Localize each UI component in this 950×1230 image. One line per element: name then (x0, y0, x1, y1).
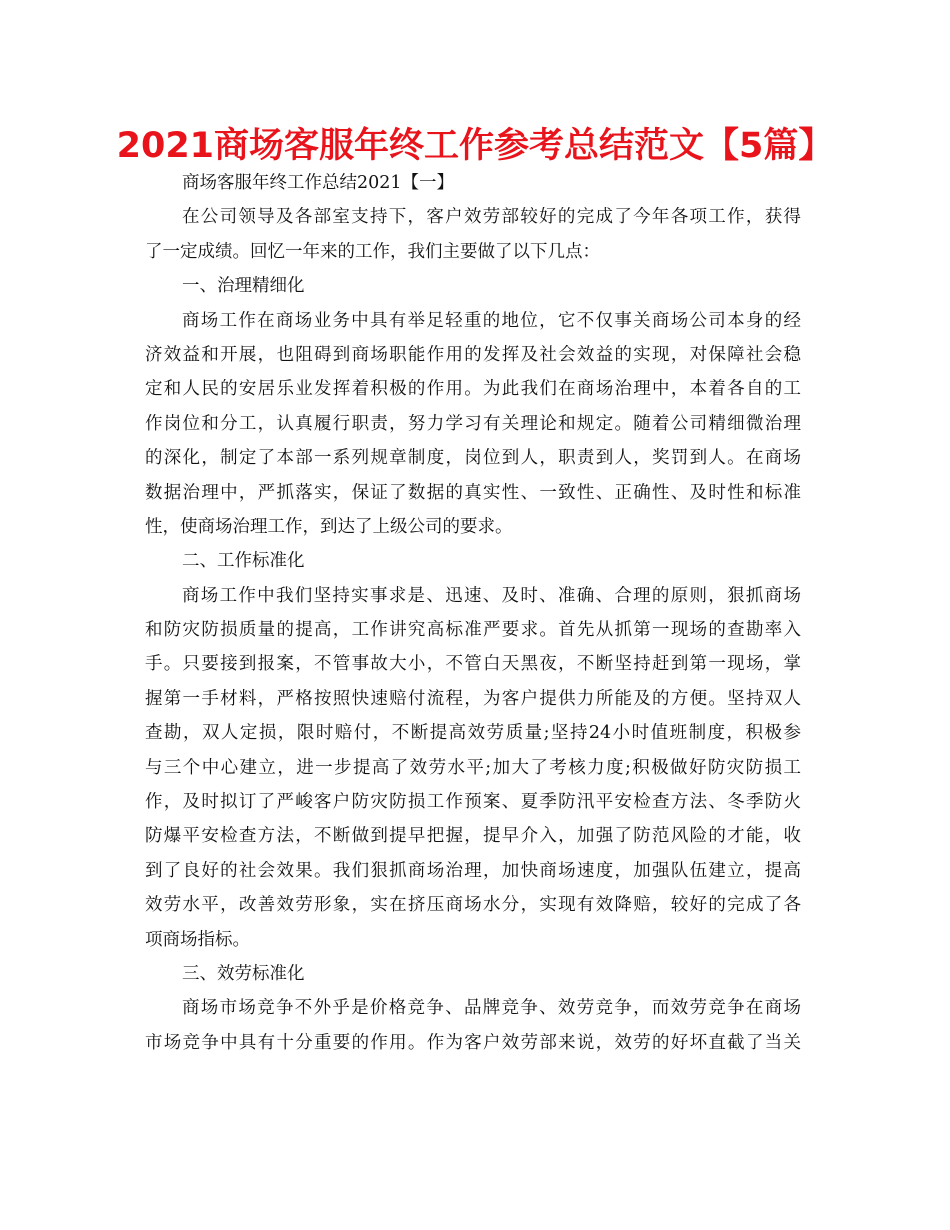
text-line: 和防灾防损质量的提高，工作讲究高标准严要求。首先从抓第一现场的查勘率入 (145, 620, 801, 641)
text-line: 项商场指标。 (145, 929, 250, 950)
text-line: 二、工作标准化 (182, 551, 305, 572)
text-line: 数据治理中，严抓落实，保证了数据的真实性、一致性、正确性、及时性和标准 (145, 482, 801, 503)
text-line: 在公司领导及各部室支持下，客户效劳部较好的完成了今年各项工作，获得 (182, 207, 801, 228)
text-line: 一、治理精细化 (182, 276, 305, 297)
text-line: 济效益和开展，也阻碍到商场职能作用的发挥及社会效益的实现，对保障社会稳 (145, 344, 801, 365)
text-line: 握第一手材料，严格按照快速赔付流程，为客户提供力所能及的方便。坚持双人 (145, 688, 801, 709)
document-title: 2021商场客服年终工作参考总结范文【5篇】 (116, 126, 834, 166)
text-line: 市场竞争中具有十分重要的作用。作为客户效劳部来说，效劳的好坏直截了当关 (145, 1032, 801, 1053)
document-body (145, 166, 801, 1060)
text-line: 商场客服年终工作总结2021【一】 (182, 173, 455, 193)
text-line: 三、效劳标准化 (182, 963, 305, 984)
text-line: 作岗位和分工，认真履行职责，努力学习有关理论和规定。随着公司精细微治理 (145, 413, 801, 434)
text-line: 商场工作中我们坚持实事求是、迅速、及时、准确、合理的原则，狠抓商场 (182, 585, 801, 606)
text-line: 作，及时拟订了严峻客户防灾防损工作预案、夏季防汛平安检查方法、冬季防火 (145, 792, 801, 813)
text-line: 查勘，双人定损，限时赔付，不断提高效劳质量;坚持24小时值班制度，积极参 (145, 723, 801, 744)
text-line: 商场工作在商场业务中具有举足轻重的地位，它不仅事关商场公司本身的经 (182, 310, 801, 331)
text-line: 性，使商场治理工作，到达了上级公司的要求。 (145, 516, 513, 537)
text-line: 定和人民的安居乐业发挥着积极的作用。为此我们在商场治理中，本着各自的工 (145, 379, 801, 400)
text-line: 商场市场竞争不外乎是价格竞争、品牌竞争、效劳竞争，而效劳竞争在商场 (182, 998, 801, 1019)
text-line: 了一定成绩。回忆一年来的工作，我们主要做了以下几点： (145, 241, 600, 262)
text-line: 的深化，制定了本部一系列规章制度，岗位到人，职责到人，奖罚到人。在商场 (145, 448, 801, 469)
text-line: 效劳水平，改善效劳形象，实在挤压商场水分，实现有效降赔，较好的完成了各 (145, 895, 801, 916)
text-line: 手。只要接到报案，不管事故大小，不管白天黑夜，不断坚持赶到第一现场，掌 (145, 654, 801, 675)
text-line: 防爆平安检查方法，不断做到提早把握，提早介入，加强了防范风险的才能，收 (145, 826, 801, 847)
text-line: 到了良好的社会效果。我们狠抓商场治理，加快商场速度，加强队伍建立，提高 (145, 860, 801, 881)
text-line: 与三个中心建立，进一步提高了效劳水平;加大了考核力度;积极做好防灾防损工 (145, 757, 801, 778)
